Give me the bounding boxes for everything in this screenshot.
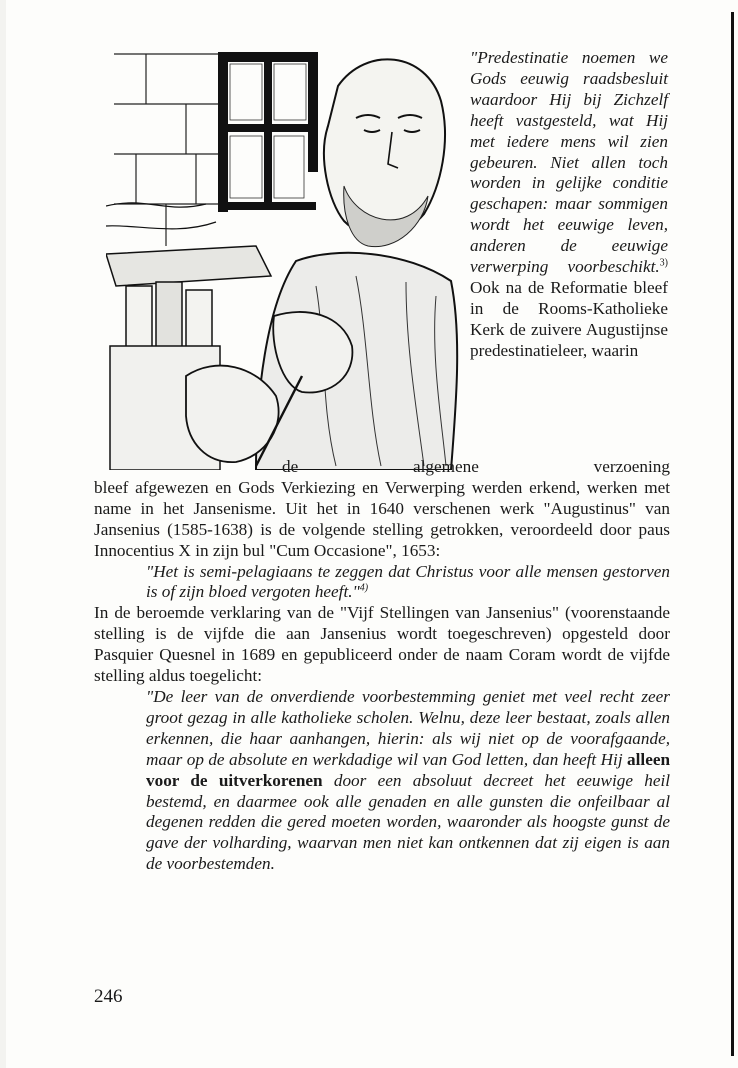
bold-phrase: alleen voor de uitverkorenen (146, 749, 671, 790)
paragraph-jansenism: bleef afgewezen en Gods Verkiezing en Verwerping werden erkend, werken met name in het Jansenisme. Uit het in 1640 verschenen werk "Augustinus" van Jansenius (1585-1638) is de volgende stelling getrokken, veroordeeld door paus Innocentius X in zijn bul "Cum Occasione", 1653: (94, 477, 670, 560)
quote-coram: "De leer van de onverdiende voorbestemming geniet met veel recht zeer groot gezag in alle katholieke scholen. Welnu, deze leer bestaat, zoals allen erkennen, die haar aanhangen, hierin: als wij niet op de voorafgaande, maar op de absolute en werkdadige wil van God letten, dan heeft Hij alleen voor de uitverkorenen door een absoluut decreet het eeuwige heil bestemd, en daarmee ook alle genaden en alle gunsten die onfeilbaar al degenen redden die gered moeten worden, waaronder als hoogste gunst de gave der volharding, waarvan men niet kan ontkennen dat zij eigen is aan de voorbestemden. (146, 686, 671, 874)
augustine-illustration (106, 46, 462, 470)
main-body-text (94, 457, 670, 875)
side-body-text: Ook na de Reformatie bleef in de Rooms-Katholieke Kerk de zuivere Augustijnse predestinatieleer, waarin (470, 277, 668, 360)
footnote-ref: 3) (659, 257, 668, 269)
scan-right-border (731, 12, 734, 1056)
footnote-ref: 4) (359, 582, 369, 594)
page-number: 246 (94, 986, 123, 1007)
side-column-text (470, 48, 668, 362)
scan-left-edge (0, 0, 6, 1068)
side-quote: "Predestinatie noemen we Gods eeuwig raadsbesluit waardoor Hij bij Zichzelf heeft vastgesteld, wat Hij met iedere mens wil zien gebeuren. Niet allen toch worden in gelijke conditie geschapen: maar sommigen wordt het eeuwige leven, anderen de eeuwige verwerping voorbeschikt. (470, 48, 668, 277)
lead-line: de algemene verzoening (282, 457, 670, 476)
quote-jansenius: "Het is semi-pelagiaans te zeggen dat Christus voor alle mensen gestorven is of zijn bloed vergoten heeft."$^{4)}$ (146, 561, 670, 602)
paragraph-quesnel: In de beroemde verklaring van de "Vijf Stellingen van Jansenius" (voorenstaande stelling is de vijfde die aan Jansenius wordt toegeschreven) opgesteld door Pasquier Quesnel in 1689 en gepubliceerd onder de naam Coram wordt de vijfde stelling aldus toegelicht: (94, 603, 670, 686)
